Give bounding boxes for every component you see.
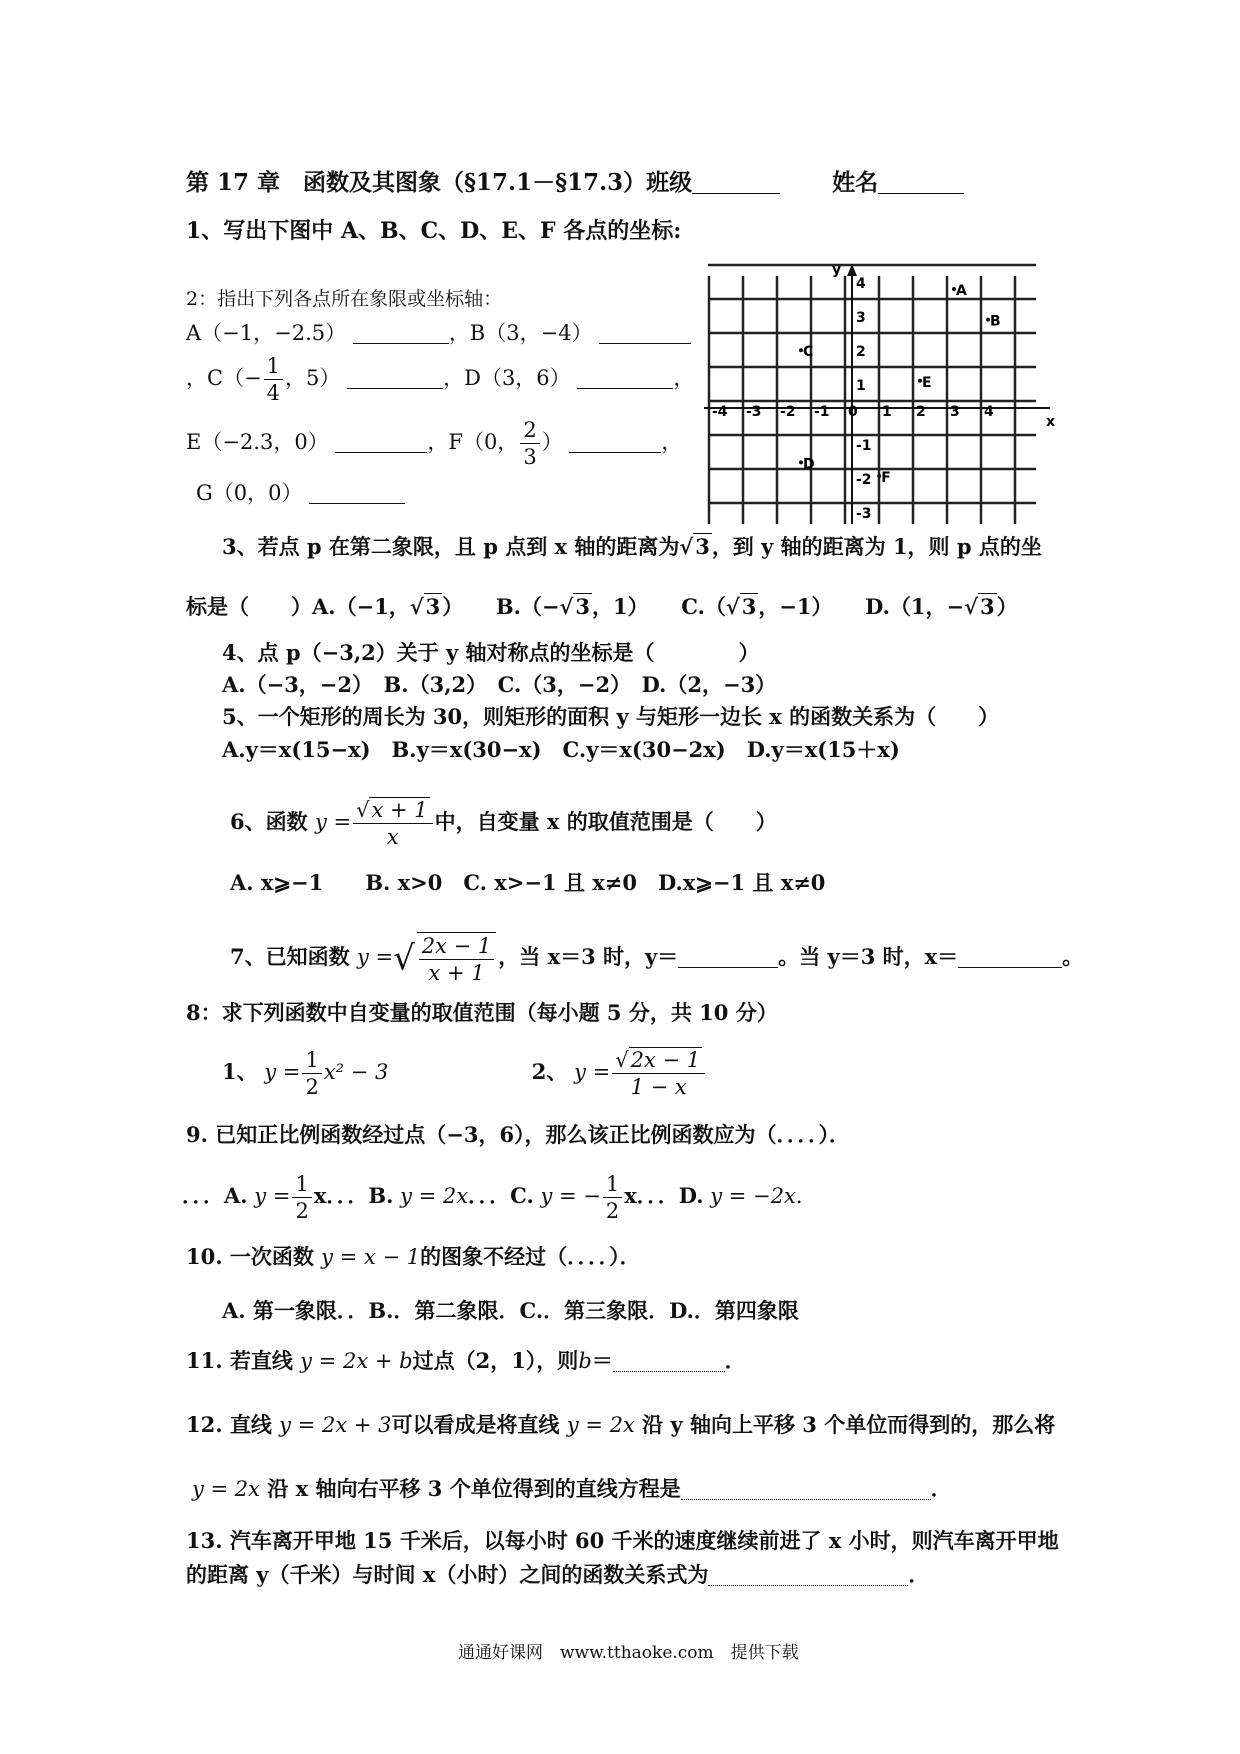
x-axis-label: x [1046,414,1056,430]
q9-end: ． [795,1184,817,1208]
q7-num: 2x − 1 [419,933,495,960]
question-13-line-2 [186,1560,929,1590]
q6-pre: 6、函数 [230,809,308,834]
q9-c-num: 1 [603,1171,622,1198]
question-12-line-1 [186,1410,1055,1440]
footer-text: 通通好课网 www.tthaoke.com 提供下载 [458,1643,799,1663]
q3-option-a: 标是（ ）A.（−1， [186,594,410,619]
name-label: 姓名 [832,169,879,196]
q3-option-d: D.（1，− [865,594,965,619]
q13-line-1-text: 13. 汽车离开甲地 15 千米后，以每小时 60 千米的速度继续前进了 x 小时，则汽车离开甲地 [186,1528,1059,1553]
x-tick-label: -1 [814,404,830,420]
q2-blank-g [309,481,405,504]
question-4 [222,638,760,668]
grid-point-d-label: D [803,456,815,473]
q5-text: 5、一个矩形的周长为 30，则矩形的面积 y 与矩形一边长 x 的函数关系为（ ） [222,704,1000,729]
q3-a-sqrt: 3 [425,594,441,619]
q3-text-post: ，到 y 轴的距离为 1，则 p 点的坐 [711,534,1042,559]
sqrt-symbol: √ [679,534,694,559]
q11-pre: 11. 若直线 [186,1348,293,1373]
q12-pre: 12. 直线 [186,1412,272,1437]
q8-part-1-den: 2 [305,1075,319,1099]
q8-part-2-den: 1 − x [630,1075,687,1099]
q2-blank-f [569,430,661,453]
q8-part-2-label: 2、 [531,1059,568,1084]
q3-b-sqrt: 3 [575,594,590,619]
x-tick-label: 4 [984,404,994,420]
q9-b-expr: y = 2x [400,1184,469,1208]
q2-point-b: ，B（3，−4） [448,321,593,345]
name-blank [878,171,964,194]
q3-option-c: C.（ [681,594,726,619]
q8-part-2-num: √2x − 1 [612,1047,705,1074]
question-2-row-2 [186,352,694,406]
y-tick-label: 4 [856,276,866,292]
q3-option-c-end: ，−1） [758,594,833,619]
question-9-options [182,1164,817,1228]
question-2-heading [186,284,502,314]
q9-option-a-label: ．．．A. [182,1183,248,1208]
q10-pre: 10. 一次函数 [186,1244,314,1269]
grid-point-e-label: E [922,374,932,391]
q2-point-e: E（−2.3，0） [186,430,329,454]
q12-blank [681,1477,931,1500]
q6-den: x [386,825,399,849]
question-2-row-1 [186,318,691,348]
question-10 [186,1242,641,1272]
q10-options-text: A. 第一象限．．B.．第二象限．C.．第三象限．D.．第四象限 [222,1298,799,1323]
grid-point-b-label: B [990,313,1001,330]
q2-point-f-post: ） [541,430,563,454]
question-2-row-4 [196,478,405,508]
question-1 [186,216,681,246]
q11-eq: ＝ [591,1348,613,1373]
q2-point-d: ，D（3，6） [443,366,571,390]
y-tick-label: -1 [856,438,872,454]
q4-options-text: A.（−3，−2） B.（3,2） C.（3，−2） D.（2，−3） [222,672,777,697]
q2-point-c-pre: ，C（− [186,366,262,390]
q2-blank-a [353,321,449,344]
q2-blank-e [335,430,427,453]
q9-option-d-label: x．．．D. [624,1183,704,1208]
x-tick-label: 0 [848,404,858,420]
q5-options-text: A.y＝x(15−x) B.y＝x(30−x) C.y＝x(30−2x) D.y＝x(15＋x) [222,737,900,762]
q6-options-text: A. x⩾−1 B. x>0 C. x>−1 且 x≠0 D.x⩾−1 且 x≠0 [230,870,826,895]
x-tick-label: -3 [746,404,762,420]
q2-f-num: 2 [520,417,539,444]
q9-text: 9. 已知正比例函数经过点（−3，6），那么该正比例函数应为（．．．．）． [186,1122,851,1147]
question-11 [186,1346,746,1376]
y-tick-label: 3 [856,310,866,326]
q3-sqrt-value: 3 [695,534,710,559]
q3-c-sqrt: 3 [741,594,757,619]
y-tick-label: 1 [856,378,866,394]
q2-blank-c [347,366,443,389]
sqrt-symbol: √ [559,594,574,619]
page-title [186,168,964,198]
q7-pre: 7、已知函数 [230,944,350,969]
q2-f-den: 3 [523,445,537,469]
question-1-text: 1、写出下图中 A、B、C、D、E、F 各点的坐标: [186,218,682,244]
q3-option-b: B.（− [495,594,560,619]
q9-a-fraction [292,1171,311,1224]
q2-point-c-post: ，5） [285,366,341,390]
q2-point-f-pre: ，F（0， [427,430,519,454]
q9-a-num: 1 [292,1171,311,1198]
q9-c-lhs: y = − [540,1184,601,1208]
question-4-options [222,670,776,700]
question-13-line-1 [186,1526,1059,1556]
q10-post: 的图象不经过（．．．．）． [420,1244,641,1269]
q2-c-fraction [264,353,283,406]
x-tick-label: 2 [916,404,926,420]
q2-c-den: 4 [266,381,281,405]
q9-a-den: 2 [295,1199,309,1223]
sqrt-symbol: √ [393,938,415,979]
q3-option-a-end: ） [442,594,464,619]
q7-den: x + 1 [428,960,485,985]
q8-part-1-rhs: x² − 3 [323,1060,389,1084]
q2-comma-d: ， [673,366,695,390]
q11-expr: y = 2x + b [300,1349,413,1373]
q9-a-lhs: y = [254,1184,291,1208]
q8-part-1-lhs: y = [264,1060,301,1084]
q3-option-d-end: ） [996,594,1018,619]
q12-mid: 可以看成是将直线 [391,1412,560,1437]
question-3-line-1 [222,532,1042,562]
q9-option-c-label: ．．．C. [468,1183,534,1208]
y-axis-label: y [832,262,842,278]
question-9 [186,1120,850,1150]
q8-part-1-num: 1 [302,1047,321,1074]
q11-b: b [578,1349,592,1373]
q6-fraction [353,797,433,850]
q11-end: ． [724,1348,746,1373]
q2-blank-b [599,321,691,344]
class-blank [692,171,780,194]
sqrt-symbol: √ [409,594,424,619]
q13-blank [708,1563,908,1586]
grid-point-f-label: F [881,470,891,486]
q6-num: √x + 1 [353,797,433,824]
x-tick-label: 1 [882,404,892,420]
q12-line-2-expr: y = 2x [192,1477,261,1501]
q4-text: 4、点 p（−3,2）关于 y 轴对称点的坐标是（ ） [222,640,760,665]
question-3-line-2 [186,592,1018,622]
q8-part-2-lhs: y = [574,1060,611,1084]
q7-blank-x [958,945,1062,968]
x-tick-label: 3 [950,404,960,420]
q3-d-sqrt: 3 [979,594,995,619]
question-5 [222,702,999,732]
question-7 [230,924,1083,992]
q2-point-g: G（0，0） [196,481,303,505]
sqrt-symbol: √ [964,594,978,619]
x-tick-label: -4 [712,404,728,420]
q9-c-fraction [603,1171,622,1224]
q8-part-1-fraction [302,1047,321,1100]
question-2-row-3 [186,416,682,470]
q13-line-2-text: 的距离 y（千米）与时间 x（小时）之间的函数关系式为 [186,1562,709,1587]
q9-d-expr: y = −2x [710,1184,796,1208]
grid-point-a-label: A [956,283,967,299]
q7-fraction [417,932,497,986]
q3-option-b-end: ，1） [591,594,649,619]
q11-mid: 过点（2，1），则 [412,1348,579,1373]
q8-part-2-fraction [612,1047,705,1100]
q7-end: 。 [1062,944,1084,969]
q12-expr-2: y = 2x [566,1413,635,1437]
title-text: 第 17 章 函数及其图象（§17.1－§17.3）班级 [186,169,693,196]
footer [458,1638,799,1668]
q3-text-pre: 3、若点 p 在第二象限，且 p 点到 x 轴的距离为 [222,534,680,559]
q7-mid2: 。当 y＝3 时，x＝ [778,944,959,969]
question-12-line-2 [192,1474,952,1504]
q12-end: ． [930,1476,952,1501]
question-6 [230,792,777,852]
y-tick-label: -3 [856,506,872,522]
q6-post: 中，自变量 x 的取值范围是（ ） [434,809,777,834]
q6-y-eq: y = [314,810,352,834]
q7-blank-y [678,945,778,968]
question-8-heading [186,998,778,1028]
x-tick-label: -2 [780,404,796,420]
q8-heading-text: 8：求下列函数中自变量的取值范围（每小题 5 分，共 10 分） [186,1000,778,1025]
q2-c-num: 1 [264,353,283,380]
q10-expr: y = x − 1 [321,1245,421,1269]
y-tick-label: -2 [856,472,872,488]
y-tick-label: 2 [856,344,866,360]
question-8-parts [222,1040,707,1104]
q11-blank [613,1349,725,1372]
q8-part-1-label: 1、 [222,1059,258,1084]
sqrt-symbol: √ [725,594,740,619]
q8-part-2-radicand: 2x − 1 [630,1048,701,1072]
q2-f-fraction [520,417,539,470]
question-5-options [222,735,900,765]
grid-point-c-label: C [803,344,814,361]
q2-point-a: A（−1，−2.5） [186,321,347,345]
q12-expr-1: y = 2x + 3 [279,1413,392,1437]
q12-post: 沿 y 轴向上平移 3 个单位而得到的，那么将 [642,1412,1056,1437]
q7-mid: ，当 x＝3 时，y＝ [498,944,679,969]
question-2-heading-text: 2：指出下列各点所在象限或坐标轴： [186,288,503,310]
q9-option-b-label: x．．．B. [313,1183,394,1208]
question-10-options [222,1296,799,1326]
q12-line-2-text: 沿 x 轴向右平移 3 个单位得到的直线方程是 [267,1476,681,1501]
question-6-options [230,868,825,898]
q2-comma-f: ， [661,430,683,454]
q2-blank-d [577,366,673,389]
q6-num-radicand: x + 1 [371,798,428,822]
q9-c-den: 2 [605,1199,620,1223]
q7-y-eq: y = [356,945,394,969]
q13-end: ． [908,1562,930,1587]
coordinate-grid-figure [700,262,1060,532]
